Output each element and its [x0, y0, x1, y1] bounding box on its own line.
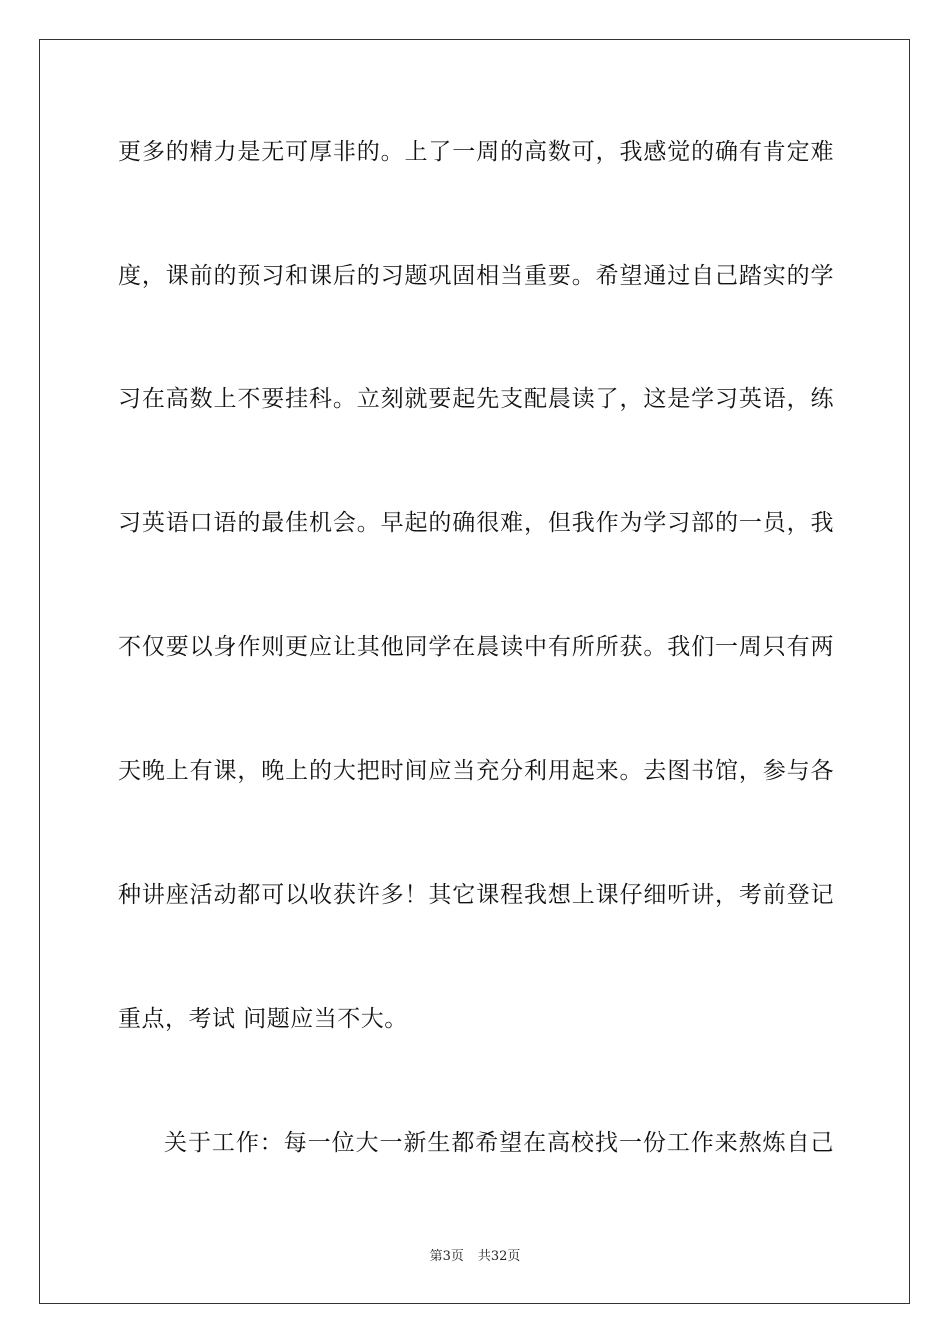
body-line-4: 习英语口语的最佳机会。早起的确很难，但我作为学习部的一员，我	[118, 510, 834, 536]
body-line-2: 度，课前的预习和课后的习题巩固相当重要。希望通过自己踏实的学	[118, 263, 834, 289]
total-pages: 共32页	[477, 1249, 521, 1264]
body-line-5: 不仅要以身作则更应让其他同学在晨读中有所所获。我们一周只有两	[118, 634, 834, 660]
page-footer	[0, 1249, 950, 1265]
paragraph-start-line: 关于工作：每一位大一新生都希望在高校找一份工作来熬炼自己	[164, 1130, 834, 1156]
body-line-8: 重点，考试 问题应当不大。	[118, 1006, 408, 1032]
body-line-1: 更多的精力是无可厚非的。上了一周的高数可，我感觉的确有肯定难	[118, 139, 834, 165]
page-border	[39, 39, 910, 1304]
body-line-3: 习在高数上不要挂科。立刻就要起先支配晨读了，这是学习英语，练	[118, 386, 834, 412]
body-line-6: 天晚上有课，晚上的大把时间应当充分利用起来。去图书馆，参与各	[118, 758, 834, 784]
page-number: 第3页	[429, 1249, 464, 1264]
body-line-7: 种讲座活动都可以收获许多！其它课程我想上课仔细听讲，考前登记	[118, 882, 834, 908]
